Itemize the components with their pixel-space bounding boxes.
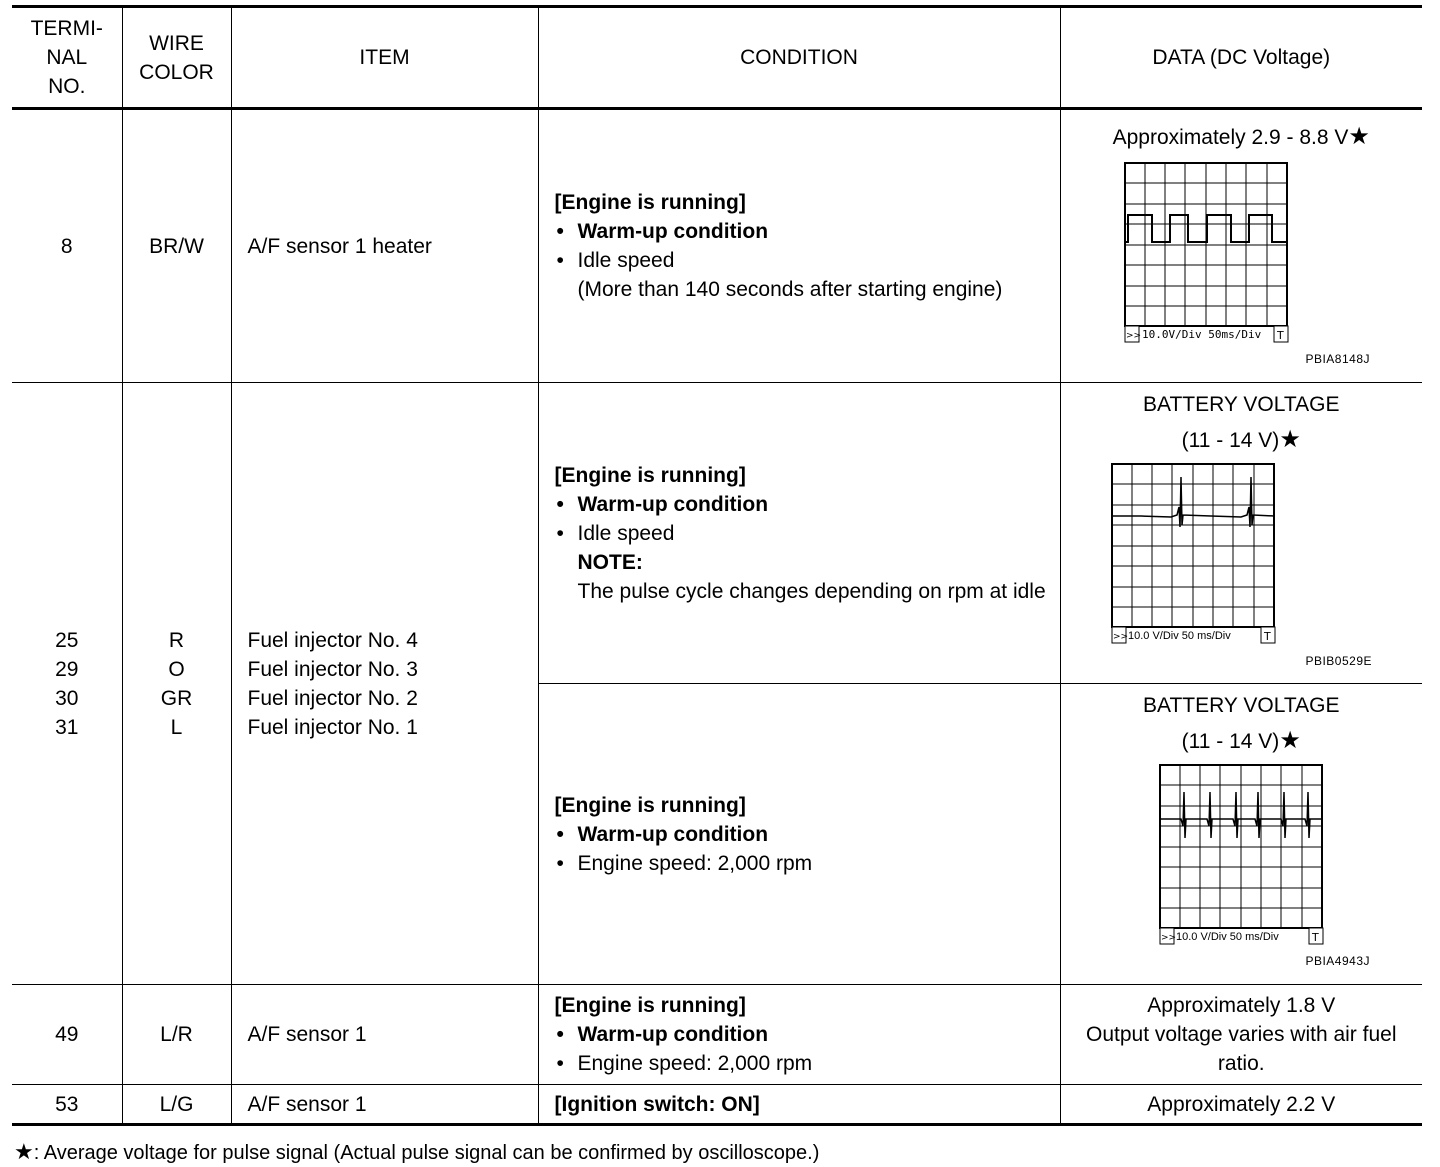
item-cell: A/F sensor 1 heater: [231, 109, 538, 383]
data-text: Approximately 2.9 - 8.8 V★: [1112, 123, 1370, 150]
condition-extra: (More than 140 seconds after starting engine): [577, 278, 1003, 301]
note-text: The pulse cycle changes depending on rpm at idle: [577, 579, 1046, 603]
oscilloscope-waveform: [1111, 463, 1277, 645]
condition-bullet: • Warm-up condition: [555, 217, 1054, 246]
svg-text:T: T: [1263, 630, 1271, 643]
data-cell: [1060, 109, 1422, 383]
data-cell: [1060, 985, 1422, 1085]
header-row: [12, 7, 1422, 109]
condition-bullet: • Warm-up condition: [555, 820, 1054, 849]
data-text: Output voltage varies with air fuel ratio.: [1086, 1023, 1397, 1075]
item-cell: A/F sensor 1: [231, 1085, 538, 1125]
condition-bullet: • Warm-up condition: [555, 490, 1054, 519]
header-item: ITEM: [231, 7, 538, 109]
figure-code: PBIB0529E: [1305, 654, 1372, 668]
data-text: (11 - 14 V)★: [1181, 727, 1301, 754]
table-row: [12, 109, 1422, 383]
header-data: DATA (DC Voltage): [1060, 7, 1422, 109]
condition-cell: [538, 383, 1060, 684]
footnote: [14, 1138, 819, 1167]
data-text: (11 - 14 V)★: [1181, 426, 1301, 453]
terminal-data-table: [12, 5, 1422, 1126]
svg-text:>>: >>: [1125, 331, 1141, 341]
condition-bullet: • Engine speed: 2,000 rpm: [555, 1049, 1054, 1078]
note-label: NOTE:: [577, 550, 643, 574]
data-text: BATTERY VOLTAGE: [1143, 694, 1340, 717]
condition-heading: [Engine is running]: [554, 191, 746, 214]
figure-code: PBIA8148J: [1305, 352, 1370, 366]
table-row: [12, 1085, 1422, 1125]
item-cell: A/F sensor 1: [231, 985, 538, 1085]
condition-heading: [Engine is running]: [554, 994, 746, 1017]
condition-bullet: • Idle speed: [555, 246, 1054, 275]
svg-text:>>: >>: [1160, 933, 1176, 943]
terminal-cell: 8: [12, 109, 122, 383]
wire-color-cell: L/R: [122, 985, 231, 1085]
header-condition: CONDITION: [538, 7, 1060, 109]
data-cell: [1060, 383, 1422, 684]
wire-color-cell: R O GR L: [122, 383, 231, 985]
star-icon: ★: [14, 1139, 34, 1164]
star-icon: ★: [1348, 123, 1370, 150]
wire-color-cell: L/G: [122, 1085, 231, 1125]
condition-cell: [538, 684, 1060, 985]
scope-scale-label: 10.0 V/Div 50 ms/Div: [1175, 931, 1279, 943]
table-row: [12, 985, 1422, 1085]
item-cell: Fuel injector No. 4 Fuel injector No. 3 Fuel injector No. 2 Fuel injector No. 1: [231, 383, 538, 985]
data-text: Approximately 1.8 V: [1147, 994, 1336, 1017]
condition-cell: [538, 1085, 1060, 1125]
condition-cell: [538, 109, 1060, 383]
figure-code: PBIA4943J: [1305, 954, 1370, 968]
svg-text:T: T: [1276, 329, 1284, 342]
oscilloscope-waveform: [1124, 162, 1290, 344]
data-text: Approximately 2.2 V: [1147, 1092, 1336, 1116]
condition-bullet: • Idle speed: [555, 519, 1054, 548]
terminal-cell: 25 29 30 31: [12, 383, 122, 985]
condition-bullet: • Engine speed: 2,000 rpm: [555, 849, 1054, 878]
oscilloscope-waveform: [1159, 764, 1325, 946]
header-terminal: TERMI- NAL NO.: [12, 7, 122, 109]
data-text: BATTERY VOLTAGE: [1143, 393, 1340, 416]
condition-heading: [Ignition switch: ON]: [554, 1092, 760, 1116]
footnote-text: : Average voltage for pulse signal (Actual pulse signal can be confirmed by oscilloscope.): [33, 1142, 820, 1164]
data-cell: [1060, 684, 1422, 985]
svg-text:>>: >>: [1112, 632, 1128, 642]
data-cell: [1060, 1085, 1422, 1125]
wire-color-cell: BR/W: [122, 109, 231, 383]
condition-heading: [Engine is running]: [554, 463, 746, 487]
scope-scale-label: 10.0V/Div 50ms/Div: [1141, 328, 1261, 341]
svg-text:T: T: [1311, 931, 1319, 944]
condition-heading: [Engine is running]: [554, 793, 746, 817]
terminal-cell: 49: [12, 985, 122, 1085]
condition-cell: [538, 985, 1060, 1085]
scope-scale-label: 10.0 V/Div 50 ms/Div: [1127, 630, 1231, 642]
header-wire-color: WIRE COLOR: [122, 7, 231, 109]
terminal-cell: 53: [12, 1085, 122, 1125]
star-icon: ★: [1279, 426, 1301, 453]
table-row: [12, 383, 1422, 684]
star-icon: ★: [1279, 727, 1301, 754]
condition-bullet: • Warm-up condition: [555, 1020, 1054, 1049]
